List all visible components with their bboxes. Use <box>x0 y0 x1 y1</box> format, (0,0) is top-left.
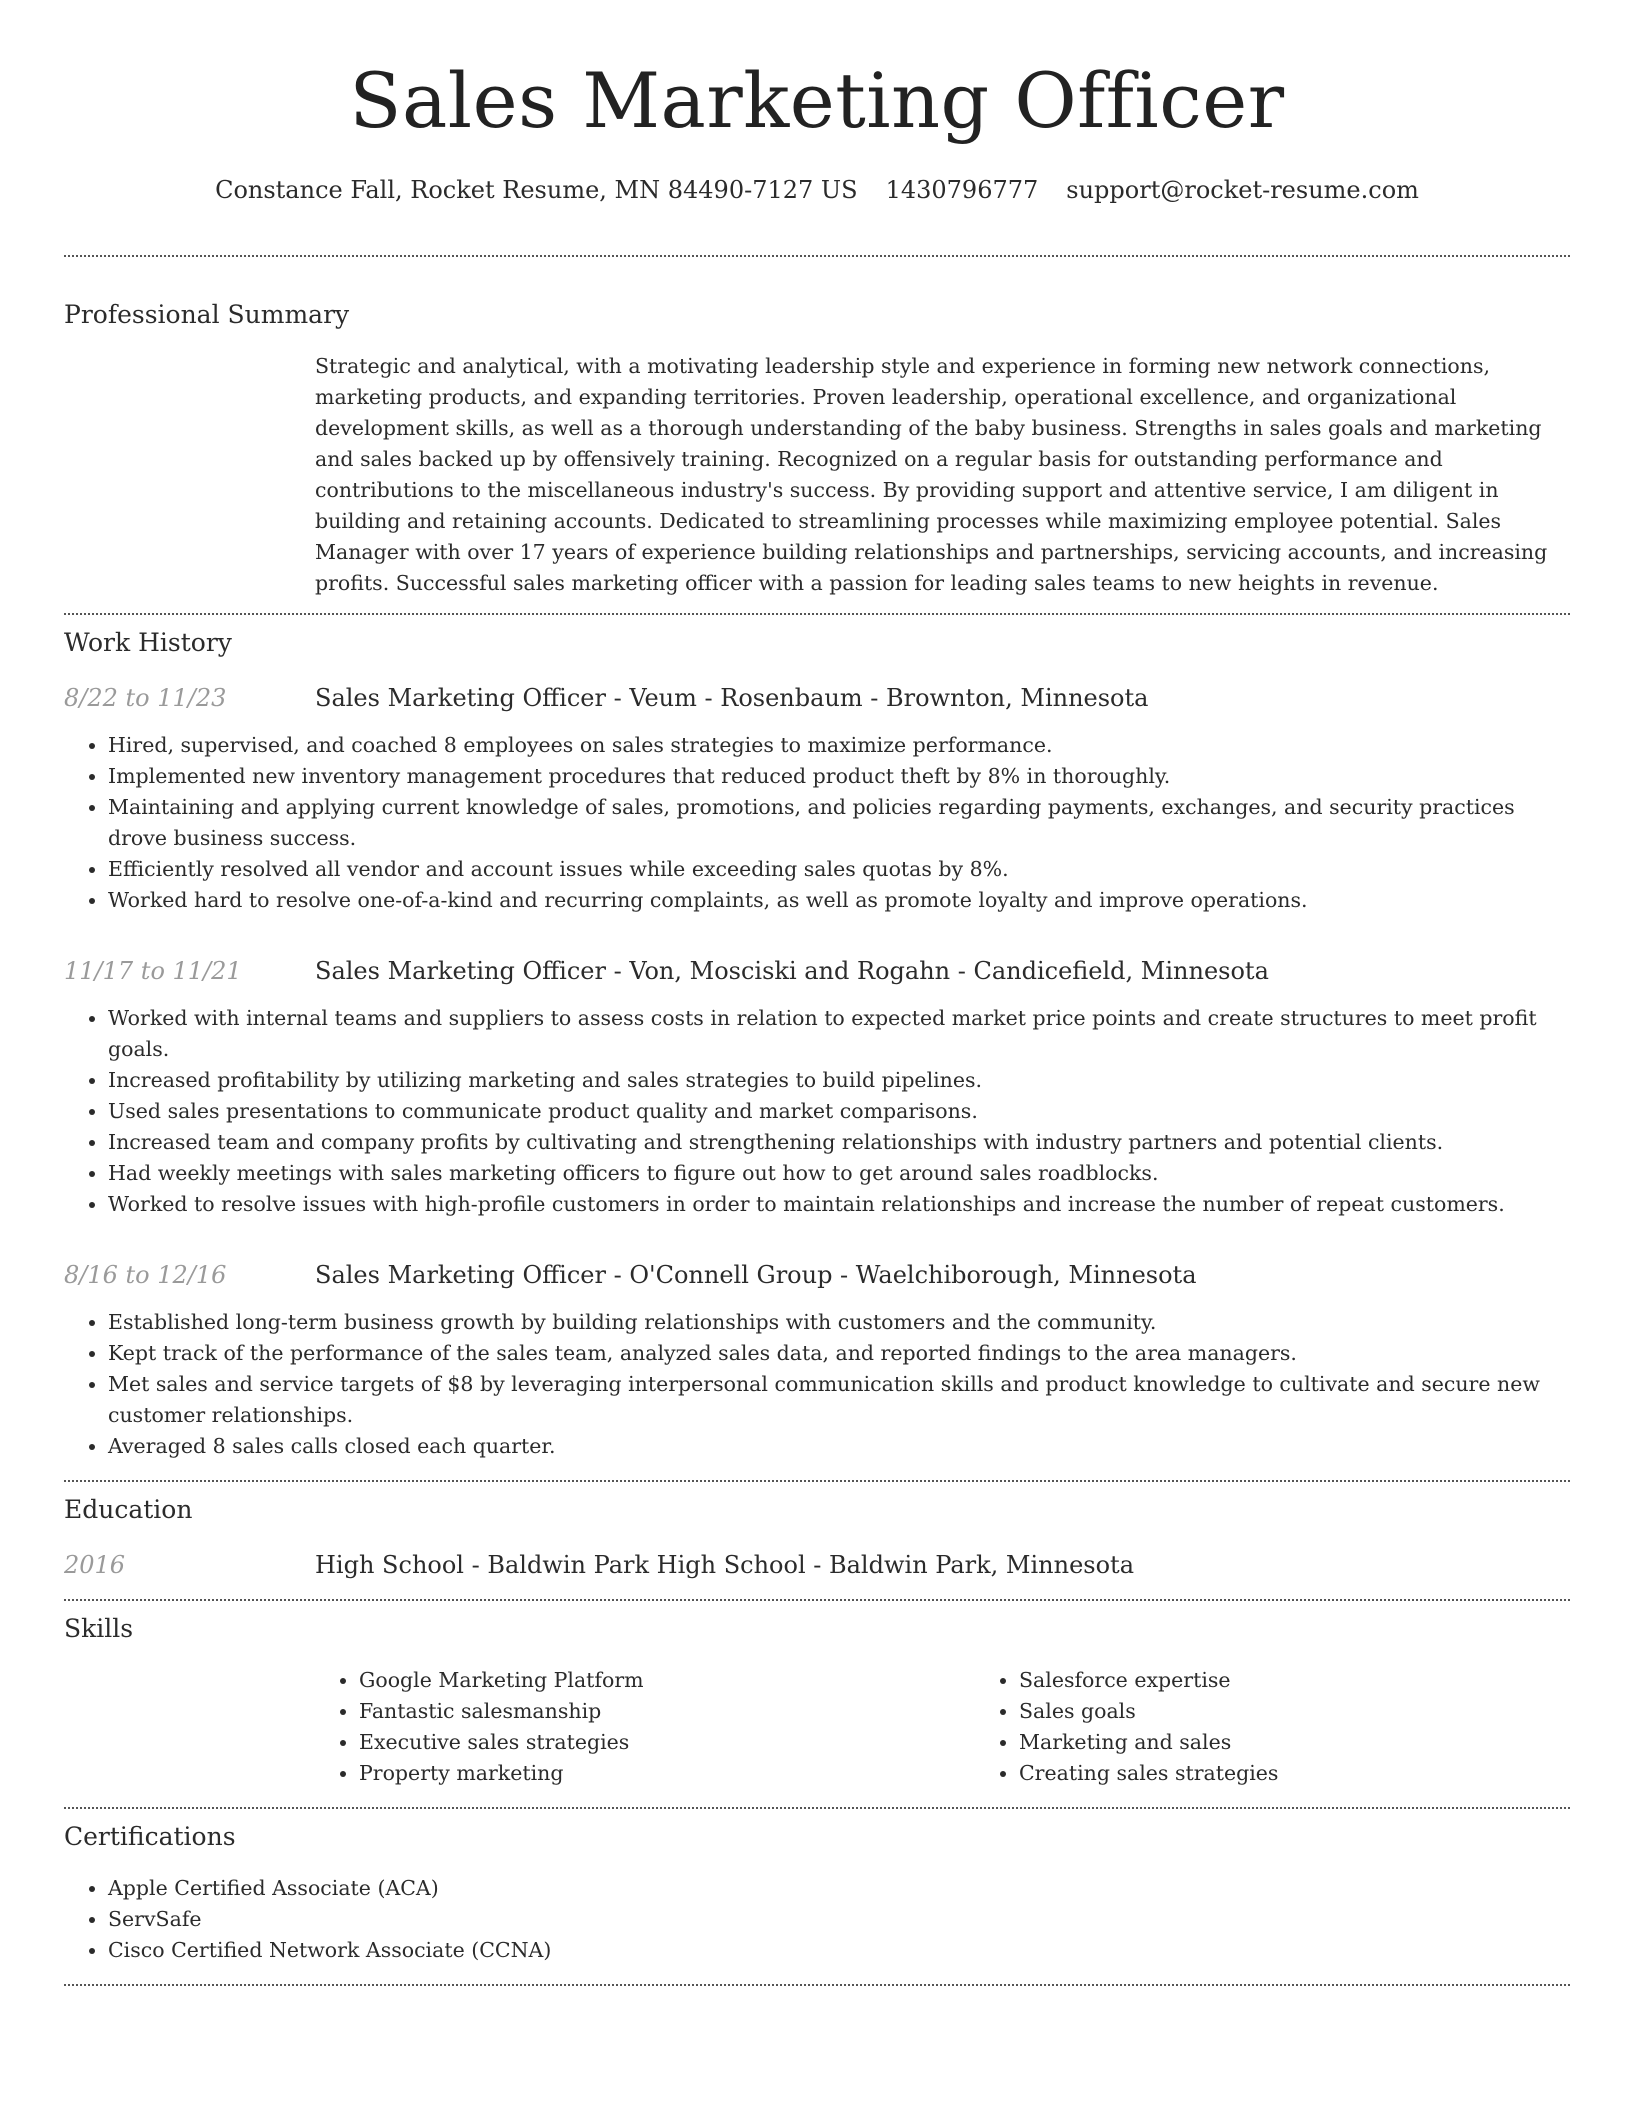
job-bullets <box>64 730 1570 916</box>
summary-text: Strategic and analytical, with a motivating leadership style and experience in forming new network connections, marketing products, and expanding territories. Proven leadership, operational excellence, and organizational development skills, as well as a thorough understanding of the baby business. Strengths in sales goals and marketing and sales backed up by offensively training. Recognized on a regular basis for outstanding performance and contributions to the miscellaneous industry's success. By providing support and attentive service, I am diligent in building and retaining accounts. Dedicated to streamlining processes while maximizing employee potential. Sales Manager with over 17 years of experience building relationships and partnerships, servicing accounts, and increasing profits. Successful sales marketing officer with a passion for leading sales teams to new heights in revenue. <box>315 354 1548 595</box>
list-item: • Met sales and service targets of $8 by leveraging interpersonal communication skills and product knowledge to cultivate and secure new customer relationships. <box>108 1369 1570 1431</box>
list-item: • Property marketing <box>359 1758 975 1789</box>
certifications-heading: Certifications <box>64 1822 236 1851</box>
job-title: Sales Marketing Officer - O'Connell Group - Waelchiborough, Minnesota <box>315 1261 1197 1289</box>
resume-title: Sales Marketing Officer <box>349 56 1285 145</box>
skills-column-left <box>315 1665 975 1789</box>
job-entry <box>64 1259 1570 1462</box>
education-heading: Education <box>64 1495 193 1524</box>
list-item: • Hired, supervised, and coached 8 employees on sales strategies to maximize performance. <box>108 730 1570 761</box>
list-item: • Sales goals <box>1019 1696 1632 1727</box>
job-header <box>64 955 1570 987</box>
education-entry <box>64 1549 1570 1581</box>
list-item: • Used sales presentations to communicate product quality and market comparisons. <box>108 1096 1570 1127</box>
list-item: • Executive sales strategies <box>359 1727 975 1758</box>
list-item: • Creating sales strategies <box>1019 1758 1632 1789</box>
education-section <box>64 1493 1570 1581</box>
job-bullets <box>64 1003 1570 1220</box>
skills-column-right <box>975 1665 1632 1789</box>
summary-heading: Professional Summary <box>64 300 350 329</box>
list-item: • Averaged 8 sales calls closed each quarter. <box>108 1431 1570 1462</box>
work-history-section <box>64 626 1570 1462</box>
list-item: • Implemented new inventory management procedures that reduced product theft by 8% in thoroughly. <box>108 761 1570 792</box>
divider <box>64 1807 1570 1809</box>
job-entry <box>64 955 1570 1220</box>
job-entry <box>64 682 1570 916</box>
job-title: Sales Marketing Officer - Veum - Rosenbaum - Brownton, Minnesota <box>315 684 1149 712</box>
education-title: High School - Baldwin Park High School - Baldwin Park, Minnesota <box>315 1551 1135 1579</box>
contact-phone: 1430796777 <box>885 176 1039 204</box>
job-header <box>64 1259 1570 1291</box>
job-dates: 8/22 to 11/23 <box>64 684 227 712</box>
skills-grid <box>315 1665 1570 1789</box>
certifications-section <box>64 1820 1570 1966</box>
list-item: • Marketing and sales <box>1019 1727 1632 1758</box>
certifications-list <box>64 1873 1570 1966</box>
list-item: • Worked to resolve issues with high-profile customers in order to maintain relationships and increase the number of repeat customers. <box>108 1189 1570 1220</box>
list-item: • Efficiently resolved all vendor and account issues while exceeding sales quotas by 8%. <box>108 854 1570 885</box>
divider <box>64 1599 1570 1601</box>
list-item: • Had weekly meetings with sales marketing officers to figure out how to get around sales roadblocks. <box>108 1158 1570 1189</box>
contact-line <box>64 174 1570 206</box>
summary-body <box>315 351 1570 599</box>
list-item: • Cisco Certified Network Associate (CCNA) <box>108 1935 1570 1966</box>
education-dates: 2016 <box>64 1551 126 1579</box>
list-item: • Worked hard to resolve one-of-a-kind and recurring complaints, as well as promote loyalty and improve operations. <box>108 885 1570 916</box>
list-item: • Fantastic salesmanship <box>359 1696 975 1727</box>
contact-address: Constance Fall, Rocket Resume, MN 84490-7127 US <box>215 176 858 204</box>
divider <box>64 1984 1570 1986</box>
work-history-heading: Work History <box>64 628 232 657</box>
list-item: • Increased team and company profits by cultivating and strengthening relationships with industry partners and potential clients. <box>108 1127 1570 1158</box>
list-item: • ServSafe <box>108 1904 1570 1935</box>
list-item: • Established long-term business growth by building relationships with customers and the community. <box>108 1307 1570 1338</box>
job-header <box>64 682 1570 714</box>
divider <box>64 613 1570 615</box>
job-title: Sales Marketing Officer - Von, Mosciski and Rogahn - Candicefield, Minnesota <box>315 957 1269 985</box>
list-item: • Google Marketing Platform <box>359 1665 975 1696</box>
list-item: • Kept track of the performance of the sales team, analyzed sales data, and reported findings to the area managers. <box>108 1338 1570 1369</box>
divider <box>64 255 1570 257</box>
list-item: • Increased profitability by utilizing marketing and sales strategies to build pipelines. <box>108 1065 1570 1096</box>
list-item: • Salesforce expertise <box>1019 1665 1632 1696</box>
divider <box>64 1480 1570 1482</box>
job-dates: 8/16 to 12/16 <box>64 1261 227 1289</box>
list-item: • Worked with internal teams and suppliers to assess costs in relation to expected market price points and create structures to meet profit goals. <box>108 1003 1570 1065</box>
list-item: • Apple Certified Associate (ACA) <box>108 1873 1570 1904</box>
job-bullets <box>64 1307 1570 1462</box>
contact-email[interactable]: support@rocket-resume.com <box>1066 176 1419 204</box>
list-item: • Maintaining and applying current knowledge of sales, promotions, and policies regarding payments, exchanges, and security practices drove business success. <box>108 792 1570 854</box>
skills-section <box>64 1612 1570 1789</box>
job-dates: 11/17 to 11/21 <box>64 957 242 985</box>
summary-section <box>64 298 1570 599</box>
skills-heading: Skills <box>64 1614 134 1643</box>
